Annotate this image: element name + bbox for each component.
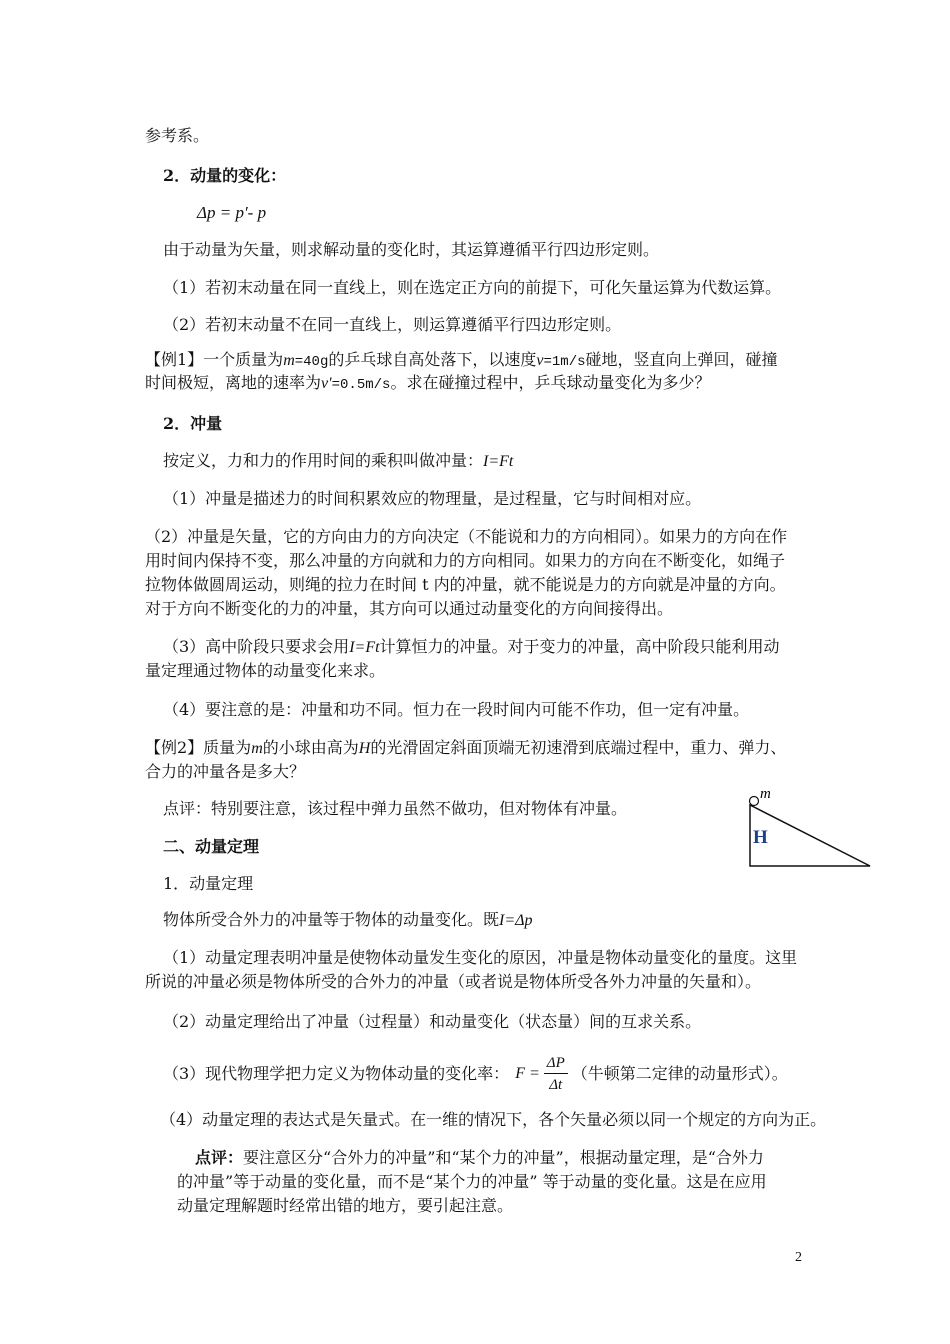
incline-figure (740, 780, 880, 880)
incline-triangle (750, 805, 870, 866)
formula: Δp = p′- p (197, 203, 267, 222)
value: =40g (294, 354, 329, 370)
text-span: （3）现代物理学把力定义为物体动量的变化率： (163, 1064, 510, 1083)
text-line: 参考系。 (145, 126, 210, 145)
text-line: （1）冲量是描述力的时间积累效应的物理量，是过程量，它与时间相对应。 (163, 489, 702, 508)
height-label: H (753, 827, 768, 848)
example-1-line-2 (145, 373, 710, 395)
text-line: （2）冲量是矢量，它的方向由力的方向决定（不能说和力的方向相同）。如果力的方向在作 (145, 527, 788, 546)
var-m: m (283, 352, 295, 369)
var-v: v (536, 352, 544, 369)
text-span: （牛顿第二定律的动量形式）。 (571, 1064, 788, 1083)
text-span: 计算恒力的冲量。对于变力的冲量，高中阶段只能利用动 (379, 637, 780, 656)
formula: I=Δp (499, 912, 533, 929)
commentary-label: 点评： (195, 1148, 244, 1167)
text-span: 的乒乓球自高处落下，以速度 (328, 350, 537, 369)
mass-label: m (760, 786, 771, 802)
text-span: 要注意区分“合外力的冲量”和“某个力的冲量”，根据动量定理，是“合外力 (243, 1148, 764, 1167)
text-line: 的冲量”等于动量的变化量，而不是“某个力的冲量” 等于动量的变化量。这是在应用 (177, 1172, 767, 1191)
text-span: 按定义，力和力的作用时间的乘积叫做冲量： (163, 451, 484, 470)
text-line (163, 637, 780, 658)
text-line: 1．动量定理 (163, 874, 254, 893)
text-span: 的光滑固定斜面顶端无初速滑到底端过程中，重力、弹力、 (370, 738, 787, 757)
text-line: （1）动量定理表明冲量是使物体动量发生变化的原因，冲量是物体动量变化的量度。这里 (163, 948, 798, 967)
text-line: 动量定理解题时经常出错的地方，要引起注意。 (177, 1196, 514, 1215)
fraction-numerator: ΔP (544, 1054, 568, 1074)
fraction-denominator: Δt (549, 1077, 563, 1093)
text-span: 物体所受合外力的冲量等于物体的动量变化。既 (163, 910, 500, 929)
fraction (544, 1054, 568, 1094)
text-line: 用时间内保持不变，那么冲量的方向就和力的方向相同。如果力的方向在不断变化，如绳子 (145, 551, 786, 570)
formula-lhs: F = (515, 1065, 540, 1082)
formula: I=Ft (483, 453, 514, 470)
section-heading: 2．动量的变化： (163, 166, 287, 185)
text-line (163, 451, 513, 472)
text-span: 。求在碰撞过程中，乒乓球动量变化为多少？ (390, 373, 711, 392)
text-line: 点评：特别要注意，该过程中弹力虽然不做功，但对物体有冲量。 (163, 799, 628, 818)
text-line: 量定理通过物体的动量变化来求。 (145, 661, 386, 680)
text-line: （4）动量定理的表达式是矢量式。在一维的情况下，各个矢量必须以同一个规定的方向为正。 (160, 1110, 827, 1129)
text-span: 【例2】质量为 (145, 738, 252, 757)
text-line: 拉物体做圆周运动，则绳的拉力在时间 t 内的冲量，就不能说是力的方向就是冲量的方向。 (145, 575, 786, 594)
text-line (163, 910, 533, 931)
formula: I=Ft (349, 639, 380, 656)
value: =1m/s (543, 354, 586, 370)
section-heading: 2．冲量 (163, 414, 223, 433)
text-line: （1）若初末动量在同一直线上，则在选定正方向的前提下，可化矢量运算为代数运算。 (163, 278, 782, 297)
section-heading: 二、动量定理 (163, 837, 260, 856)
text-line: 合力的冲量各是多大？ (145, 762, 306, 781)
text-span: 碰地，竖直向上弹回，碰撞 (585, 350, 778, 369)
page-number: 2 (795, 1250, 802, 1265)
text-line: 对于方向不断变化的力的冲量，其方向可以通过动量变化的方向间接得出。 (145, 599, 674, 618)
text-line: 所说的冲量必须是物体所受的合外力的冲量（或者说是物体所受各外力冲量的矢量和）。 (145, 972, 762, 991)
text-line (163, 1050, 788, 1098)
var-H: H (358, 740, 371, 757)
var-v-prime: v′ (321, 375, 332, 392)
value: =0.5m/s (331, 377, 391, 393)
text-span: 时间极短，离地的速率为 (145, 373, 322, 392)
text-span: 【例1】一个质量为 (145, 350, 284, 369)
text-line: （2）若初末动量不在同一直线上，则运算遵循平行四边形定则。 (163, 315, 622, 334)
ball (750, 797, 759, 806)
text-line: （2）动量定理给出了冲量（过程量）和动量变化（状态量）间的互求关系。 (163, 1012, 702, 1031)
example-1-line-1 (145, 350, 778, 372)
text-span: （3）高中阶段只要求会用 (163, 637, 350, 656)
text-line: （4）要注意的是：冲量和功不同。恒力在一段时间内可能不作功，但一定有冲量。 (163, 700, 750, 719)
text-line: 由于动量为矢量，则求解动量的变化时，其运算遵循平行四边形定则。 (163, 240, 660, 259)
example-2-line-1 (145, 738, 786, 759)
var-m: m (251, 740, 263, 757)
text-span: 的小球由高为 (262, 738, 359, 757)
commentary (195, 1148, 764, 1168)
